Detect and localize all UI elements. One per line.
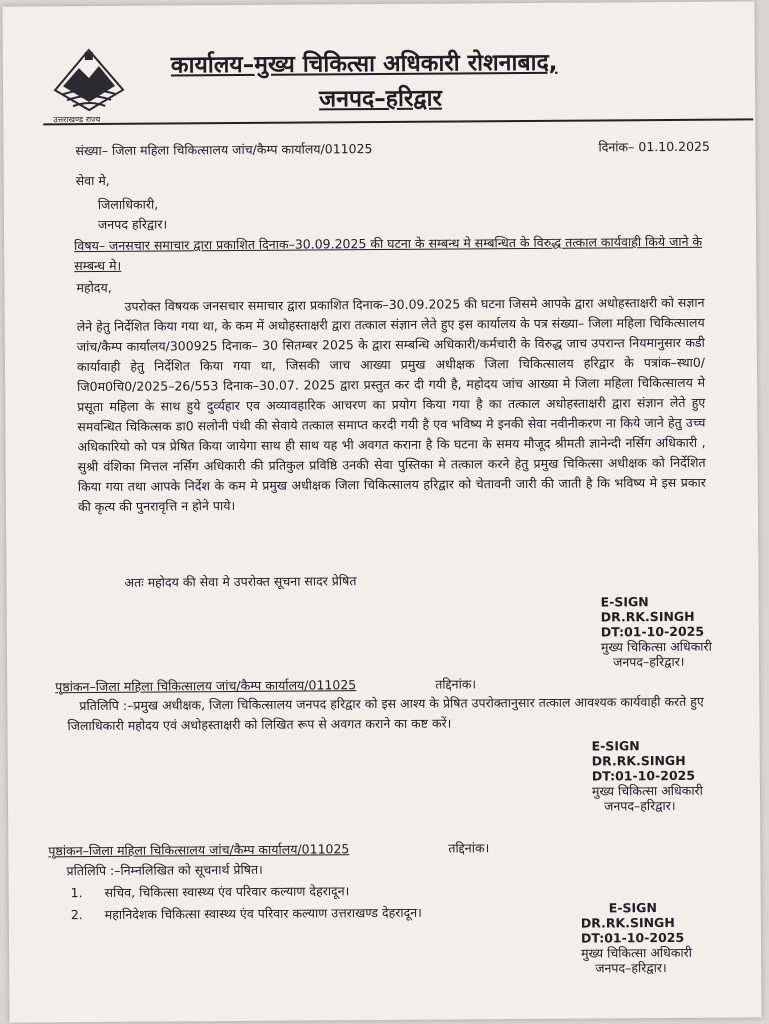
endorsement-1-date: तद्दिनांक।: [435, 676, 477, 692]
signer-designation: मुख्य चिकित्सा अधिकारी: [581, 944, 693, 961]
signature-block-1: [601, 594, 712, 670]
list-item: [71, 904, 422, 923]
signer-name: DR.RK.SINGH: [591, 752, 686, 769]
subject-line: विषय– जनसचार समाचार द्वारा प्रकाशित दिनाक–30.09.2025 की घटना के सम्बन्ध मे सम्बन्धित के विरुद्ध तत्काल कार्यवाही किये जाने के सम्बन्ध मे।: [74, 233, 703, 274]
endorsement-2-copy: प्रतिलिपि :–निम्नलिखित को सूचनार्थ प्रेषित।: [66, 861, 263, 879]
esign-label: E-SIGN: [591, 738, 640, 754]
endorsement-1-copy: प्रतिलिपि :–प्रमुख अधीक्षक, जिला चिकित्सालय जनपद हरिद्वार को इस आश्य के प्रेषित उपरोक्तानुसार तत्काल आवश्यक कार्यवाही करते हुए जिलाधिकारी महोदय एवं अधोहस्ताक्षरी को लिखित रूप से अवगत कराने का कष्ट करें।: [67, 693, 704, 734]
list-item-text: महानिदेशक चिकित्सा स्वास्थ्य एंव परिवार कल्याण उत्तराखण्ड देहरादून।: [104, 904, 422, 922]
signer-name: DR.RK.SINGH: [580, 914, 675, 931]
esign-label: E-SIGN: [608, 900, 657, 916]
list-item-number: 2.: [70, 907, 83, 923]
office-district: जनपद–हरिद्वार: [319, 85, 442, 113]
signer-place: जनपद–हरिद्वार।: [595, 960, 667, 976]
list-item: [71, 882, 350, 901]
body-paragraph: उपरोक्त विषयक जनसचार समाचार द्वारा प्रकाशित दिनाक–30.09.2025 की घटना जिसमे आपके द्वारा अधोहस्ताक्षरी को सज्ञान लेने हेतु निर्देशित किया गया था, के कम में अधोहस्ताक्षरी द्वारा तत्काल संज्ञान लेते हुए इस कार्यालय के पत्र संख्या– जिला महिला चिकित्सालय जांच/कैम्प कार्यालय/300925 दिनाक– 30 सितम्बर 2025 के द्वारा सम्बन्धि अधिकारी/कर्मचारी के विरुद्ध जाच उपरान्त नियमानुसार कडी कार्यावाही हेतु निर्देशित किया गया था, जिसकी जाच आख्या प्रमुख अधीक्षक जिला चिकित्सालय हरिद्वार के पत्रांक–स्था0/जि0म0चि0/2025–26/553 दिनाक–30.07. 2025 द्वारा प्रस्तुत कर दी गयी है, महोदय जांच आख्या मे जिला महिला चिकित्सालय मे प्रसूता महिला के साथ हुये दुर्व्यहार एव अव्यावहारिक आचरण का प्रयोग किया गया है का तत्काल अधोहस्ताक्षरी द्वारा संज्ञान लेते हुए समवन्धित चिकित्सक डा0 सलोनी पंथी की सेवाये तत्काल समाप्त करदी गयी है एव भविष्य मे इनकी सेवा नवीनीकरण ना किये जाने हेतु उच्च अधिकारियो को पत्र प्रेषित किया जायेगा साथ ही साथ यह भी अवगत कराना है कि घटना के समय मौजूद श्रीमती ज्ञानेन्दी नर्सिग अधिकारी , सुश्री वंशिका मित्तल नर्सिग अधिकारी की प्रतिकुल प्रविष्ठि उनकी सेवा पुस्तिका मे तत्काल करने हेतु प्रमुख चिकित्सा अधीक्षक को निर्देशित किया गया तथा आपके निर्देश के कम मे प्रमुख अधीक्षक जिला चिकित्सालय हरिद्वार को चेतावनी जारी की जाती है कि भविष्य मे इस प्रकार की कृत्य की पुनरावृत्ति न होने पाये।: [76, 294, 706, 515]
list-item-number: 1.: [70, 885, 83, 901]
signer-name: DR.RK.SINGH: [600, 608, 695, 625]
header-rule: [43, 118, 753, 125]
document-page: [2, 1, 761, 1022]
reference-number: संख्या– जिला महिला चिकित्सालय जांच/कैम्प कार्यालय/011025: [75, 141, 373, 159]
salutation-to: सेवा मे,: [75, 172, 110, 189]
list-item-text: सचिव, चिकित्सा स्वास्थ्य एंव परिवार कल्याण देहरादून।: [104, 883, 350, 900]
signer-designation: मुख्य चिकित्सा अधिकारी: [591, 782, 703, 799]
logo-caption: उत्तराखण्ड राज्य: [53, 114, 101, 125]
endorsement-2-date: तद्दिनांक।: [448, 840, 490, 856]
uttarakhand-emblem-logo: [49, 46, 130, 129]
signer-place: जनपद–हरिद्वार।: [612, 653, 685, 670]
signature-block-2: [592, 738, 703, 814]
letter-date: दिनांक– 01.10.2025: [598, 138, 710, 155]
closing-line: अतः महोदय की सेवा मे उपरोक्त सूचना सादर प्रेषित: [124, 573, 357, 590]
addressee-place: जनपद हरिद्वार।: [97, 216, 168, 232]
signer-place: जनपद–हरिद्वार।: [604, 797, 676, 814]
endorsement-1-ref: पृष्ठांकन–जिला महिला चिकित्सालय जांच/कैम्प कार्यालय/011025: [55, 677, 357, 695]
signature-block-3: [581, 900, 692, 976]
sign-date: DT:01-10-2025: [591, 767, 696, 784]
sign-date: DT:01-10-2025: [600, 623, 705, 640]
greeting: महोदय,: [76, 279, 112, 296]
addressee-name: जिलाधिकारी,: [97, 196, 159, 212]
endorsement-2-ref: पृष्ठांकन–जिला महिला चिकित्सालय जांच/कैम्प कार्यालय/011025: [48, 841, 350, 859]
office-title: कार्यालय–मुख्य चिकित्सा अधिकारी रोशनाबाद,: [170, 49, 558, 79]
signer-designation: मुख्य चिकित्सा अधिकारी: [600, 638, 712, 655]
esign-label: E-SIGN: [600, 594, 649, 610]
sign-date: DT:01-10-2025: [580, 929, 685, 946]
